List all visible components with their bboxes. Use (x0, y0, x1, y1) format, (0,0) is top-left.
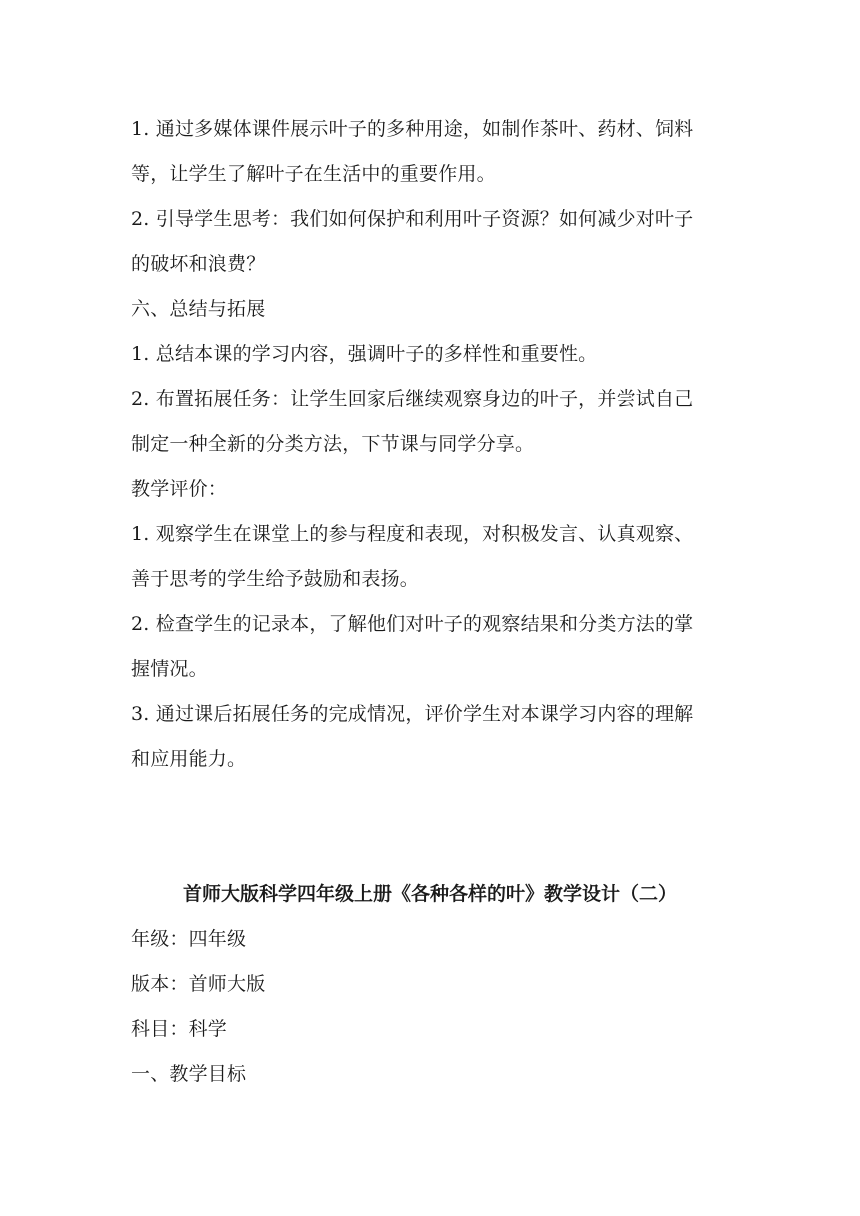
design-two-title: 首师大版科学四年级上册《各种各样的叶》教学设计（二） (182, 883, 677, 905)
evaluation-item-2-line-2: 握情况。 (131, 658, 208, 680)
section-6-item-1: 1. 总结本课的学习内容，强调叶子的多样性和重要性。 (131, 343, 598, 365)
evaluation-item-3-line-1: 3. 通过课后拓展任务的完成情况，评价学生对本课学习内容的理解 (131, 703, 694, 725)
section-6-item-2-line-1: 2. 布置拓展任务：让学生回家后继续观察身边的叶子，并尝试自己 (131, 388, 694, 410)
subject-line: 科目：科学 (131, 1018, 228, 1040)
evaluation-item-3-line-2: 和应用能力。 (131, 748, 247, 770)
evaluation-item-2-line-1: 2. 检查学生的记录本，了解他们对叶子的观察结果和分类方法的掌 (131, 613, 694, 635)
section-5-item-2-line-2: 的破坏和浪费？ (131, 253, 266, 275)
evaluation-item-1-line-1: 1. 观察学生在课堂上的参与程度和表现，对积极发言、认真观察、 (131, 523, 694, 545)
section-5-item-1-line-2: 等，让学生了解叶子在生活中的重要作用。 (131, 163, 496, 185)
section-5-item-2-line-1: 2. 引导学生思考：我们如何保护和利用叶子资源？如何减少对叶子 (131, 208, 694, 230)
evaluation-heading: 教学评价： (131, 478, 228, 500)
edition-line: 版本：首师大版 (131, 973, 266, 995)
evaluation-item-1-line-2: 善于思考的学生给予鼓励和表扬。 (131, 568, 420, 590)
section-5-item-1-line-1: 1. 通过多媒体课件展示叶子的多种用途，如制作茶叶、药材、饲料 (131, 118, 694, 140)
section-6-heading: 六、总结与拓展 (131, 298, 266, 320)
section-6-item-2-line-2: 制定一种全新的分类方法，下节课与同学分享。 (131, 433, 535, 455)
grade-line: 年级：四年级 (131, 928, 247, 950)
goals-heading: 一、教学目标 (131, 1063, 247, 1085)
